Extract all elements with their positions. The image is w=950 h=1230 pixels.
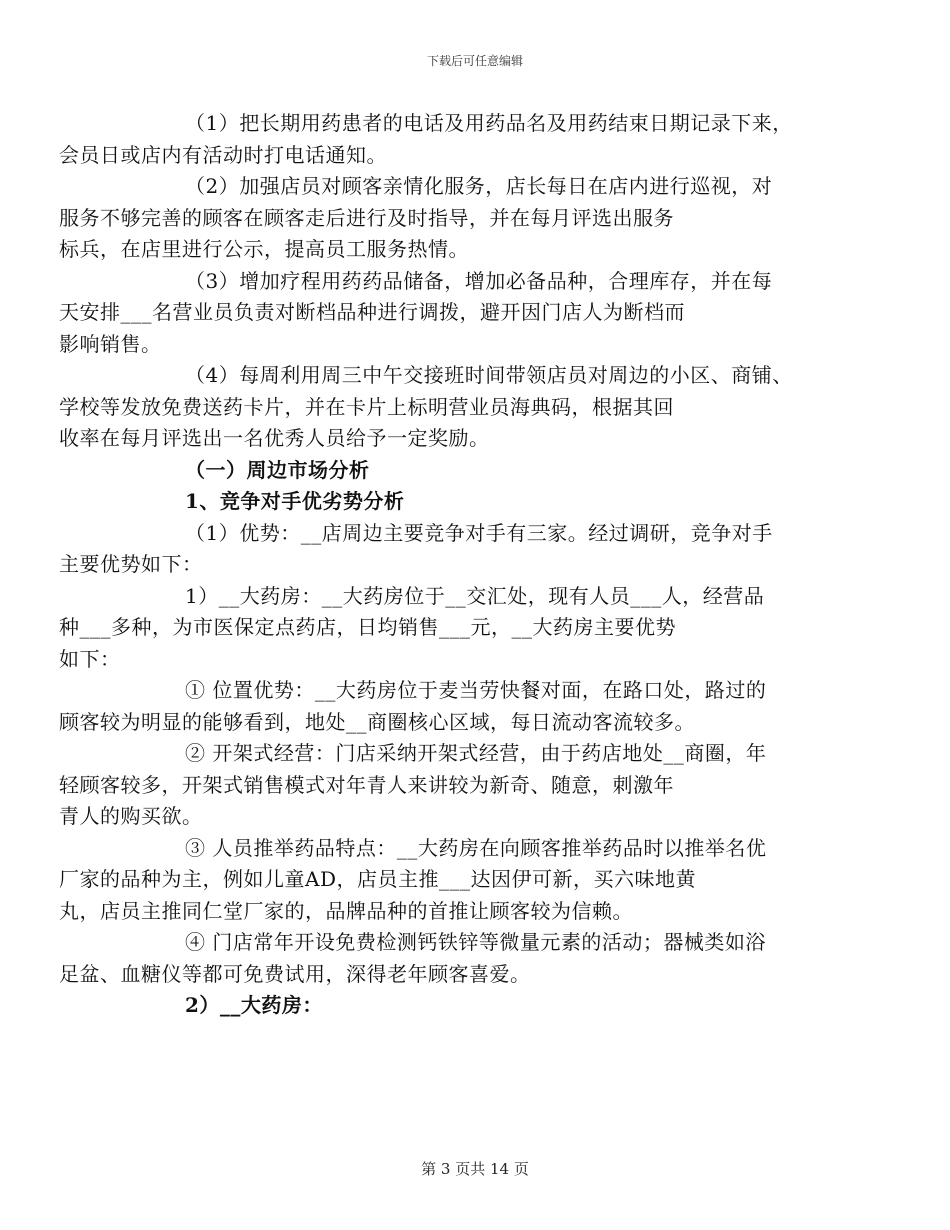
paragraph [59,738,823,833]
text-line: （一）周边市场分析 [185,457,370,482]
paragraph [59,518,823,581]
text-line: 主要优势如下： [59,552,203,576]
text-line: ② 开架式经营：门店采纳开架式经营，由于药店地处__商圈，年 [185,741,767,765]
text-line: 服务不够完善的顾客在顾客走后进行及时指导，并在每月评选出服务 [59,205,674,230]
text-line: 收率在每月评选出一名优秀人员给予一定奖励。 [59,426,490,450]
text-line: 厂家的品种为主，例如儿童AD，店员主推___达因伊可新，买六味地黄 [59,867,696,891]
text-line: （4）每周利用周三中午交接班时间带领店员对周边的小区、商铺、 [185,363,793,387]
page-footer: 第 3 页共 14 页 [421,1160,529,1178]
paragraph [59,360,823,455]
page-header: 下载后可任意编辑 [426,54,523,68]
section-heading [143,990,823,1022]
text-line: 丸，店员主推同仁堂厂家的，品牌品种的首推让顾客较为信赖。 [59,898,633,923]
text-line: ④ 门店常年开设免费检测钙铁锌等微量元素的活动；器械类如浴 [185,930,766,954]
text-line: （3）增加疗程用药药品储备，增加必备品种，合理库存，并在每 [185,268,773,293]
text-line: 1、竞争对手优劣势分析 [185,489,405,513]
text-line: （1）优势：__店周边主要竞争对手有三家。经过调研，竞争对手 [185,520,773,545]
paragraph [59,171,823,266]
text-line: 足盆、血糖仪等都可免费试用，深得老年顾客喜爱。 [59,961,531,986]
paragraph [59,927,823,990]
text-line: 2）__大药房： [185,993,323,1017]
text-line: 天安排___名营业员负责对断档品种进行调拨，避开因门店人为断档而 [59,300,685,324]
text-line: （2）加强店员对顾客亲情化服务，店长每日在店内进行巡视，对 [185,174,773,198]
document-body [59,108,823,1022]
text-line: （1）把长期用药患者的电话及用药品名及用药结束日期记录下来， [185,111,793,135]
text-line: 轻顾客较多，开架式销售模式对年青人来讲较为新奇、随意，刺激年 [59,772,674,797]
text-line: 学校等发放免费送药卡片，并在卡片上标明营业员海典码，根据其回 [59,394,674,419]
paragraph [59,108,823,171]
text-line: ③ 人员推举药品特点：__大药房在向顾客推举药品时以推举名优 [185,835,767,860]
paragraph [59,581,823,676]
text-line: 如下： [59,646,121,671]
section-heading [143,455,823,487]
text-line: 顾客较为明显的能够看到，地处__商圈核心区域，每日流动客流较多。 [59,709,695,734]
text-line: 标兵，在店里进行公示，提高员工服务热情。 [59,237,469,261]
text-line: 1）__大药房：__大药房位于__交汇处，现有人员___人，经营品 [185,583,765,608]
text-line: 种___多种，为市医保定点药店，日均销售___元，__大药房主要优势 [59,615,676,639]
paragraph [59,833,823,928]
text-line: 会员日或店内有活动时打电话通知。 [59,142,387,167]
paragraph [59,266,823,361]
text-line: ① 位置优势：__大药房位于麦当劳快餐对面，在路口处，路过的 [185,678,767,702]
text-line: 青人的购买欲。 [59,804,203,828]
paragraph [59,675,823,738]
section-heading [143,486,823,518]
text-line: 影响销售。 [59,331,162,356]
